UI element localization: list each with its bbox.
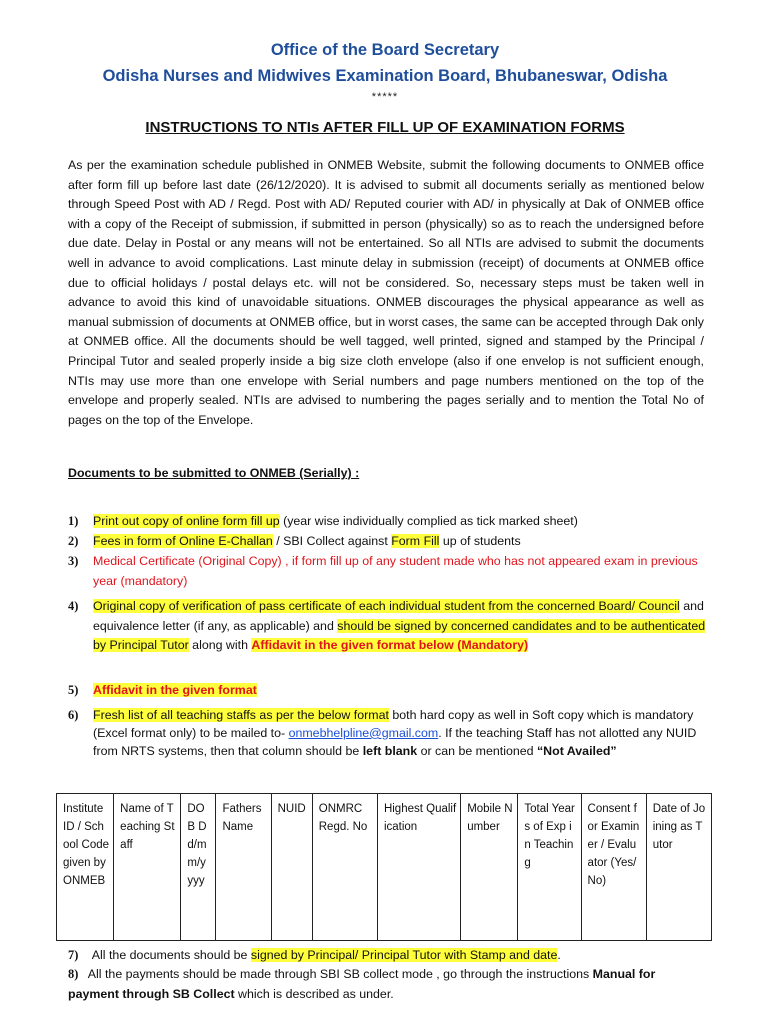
list-item bbox=[68, 597, 708, 656]
teaching-staff-table bbox=[56, 793, 712, 941]
document-title: INSTRUCTIONS TO NTIs AFTER FILL UP OF EXAMINATION FORMS bbox=[145, 119, 625, 136]
item-text: (year wise individually complied as tick marked sheet) bbox=[279, 514, 578, 528]
item-highlight-red: Affidavit in the given format bbox=[93, 683, 257, 697]
table-header-cell: Name of Teaching Staff bbox=[114, 794, 181, 941]
item-number: 1) bbox=[68, 514, 79, 528]
table-header-cell: Date of Joining as Tutor bbox=[646, 794, 711, 941]
item-number: 2) bbox=[68, 534, 79, 548]
list-item bbox=[68, 512, 708, 532]
intro-paragraph: As per the examination schedule published in ONMEB Website, submit the following documents to ONMEB office after form fill up before last date (26/12/2020). It is advised to submit all documents serially as mentioned below through Speed Post with AD / Regd. Post with AD/ Reputed courier with AD/ in physically at Dak of ONMEB office with a copy of the Receipt of submission, if submitted in person (physically) so as to reach the undersigned before due date. Delay in Postal or any means will not be entertained. So all NTIs are advised to submit the documents well in advance to avoid complications. Last minute delay in submission (receipt) of documents at ONMEB office due to official holidays / postal delays etc. will not be considered. So, necessary steps must be taken well in advance to avoid this kind of unavoidable situations. ONMEB discourages the physical appearance as well as manual submission of documents at ONMEB office, but in worst cases, the same can be accepted through Dak only at ONMEB office. All the documents should be well tagged, well printed, signed and stamped by the Principal / Principal Tutor and sealed properly inside a big size cloth envelope (also if one envelop is not sufficient enough, NTIs may use more than one envelope with Serial numbers and page numbers mentioned on the top of the envelope and properly sealed. NTIs are advised to numbering the pages serially and to mention the Total No of pages on the top of the Envelope. bbox=[68, 158, 704, 427]
item-text: which is described as under. bbox=[234, 986, 394, 1001]
item-text: both hard copy as well in Soft copy which is mandatory (Excel format only) to be mailed to- bbox=[93, 708, 694, 740]
item-number: 5) bbox=[68, 683, 79, 697]
item-text: along with bbox=[188, 638, 252, 653]
item-text: All the payments should be made through SBI SB collect mode , go through the instructions bbox=[87, 967, 593, 981]
item-text: Medical Certificate (Original Copy) , if form fill up of any student made who has not appeared exam in previous year (mandatory) bbox=[93, 554, 698, 588]
documents-heading: Documents to be submitted to ONMEB (Serially) : bbox=[68, 466, 360, 480]
table-header-cell: Highest Qualification bbox=[377, 794, 460, 941]
list-item bbox=[68, 552, 708, 591]
item-number: 3) bbox=[68, 554, 79, 568]
item-highlight-red: Affidavit in the given format below (Mandatory) bbox=[251, 638, 529, 653]
item-text: / SBI Collect against bbox=[272, 534, 392, 548]
table-header-cell: Total Years of Exp in Teaching bbox=[518, 794, 581, 941]
item-text: or can be mentioned bbox=[417, 743, 537, 758]
item-number: 4) bbox=[68, 599, 79, 613]
footer-item bbox=[68, 946, 708, 966]
list-item bbox=[68, 532, 708, 552]
stars-divider: ***** bbox=[371, 91, 399, 103]
item-highlight: Form Fill bbox=[391, 534, 440, 548]
table-header-row bbox=[57, 794, 712, 941]
table-header-cell: Fathers Name bbox=[216, 794, 271, 941]
office-title: Office of the Board Secretary bbox=[270, 41, 500, 59]
footer-item bbox=[68, 965, 708, 1004]
table-header-cell: ONMRC Regd. No bbox=[312, 794, 377, 941]
list-item bbox=[68, 707, 708, 760]
item-text: . bbox=[557, 948, 561, 962]
item-bold: left blank bbox=[362, 743, 418, 758]
item-highlight: signed by Principal/ Principal Tutor with Stamp and date bbox=[250, 948, 558, 962]
item-text: . If the teaching Staff has not allotted any NUID from NRTS systems, then that column should be bbox=[93, 725, 697, 758]
item-number: 7) bbox=[68, 948, 79, 962]
item-text: and equivalence letter (if any, as applicable) and bbox=[93, 599, 704, 633]
table-header-cell: Institute ID / School Code given by ONMEB bbox=[57, 794, 114, 941]
board-title: Odisha Nurses and Midwives Examination Board, Bhubaneswar, Odisha bbox=[102, 67, 668, 85]
item-highlight: Fresh list of all teaching staffs as per the below format bbox=[93, 708, 389, 722]
item-bold: “Not Availed” bbox=[536, 743, 617, 758]
table-header-cell: Mobile Number bbox=[461, 794, 518, 941]
item-text: All the documents should be bbox=[91, 948, 251, 962]
list-item bbox=[68, 681, 708, 701]
item-text: up of students bbox=[439, 534, 521, 548]
table-header-cell: DOB Dd/mm/yyyy bbox=[181, 794, 216, 941]
helpline-email-link[interactable]: onmebhelpline@gmail.com bbox=[288, 725, 439, 740]
item-highlight: should be signed by concerned candidates and to be authenticated by Principal Tutor bbox=[93, 618, 706, 653]
table-header-cell: NUID bbox=[271, 794, 312, 941]
item-highlight: Fees in form of Online E-Challan bbox=[93, 534, 273, 548]
table-header-cell: Consent for Examiner / Evaluator (Yes/No) bbox=[581, 794, 646, 941]
item-number: 6) bbox=[68, 708, 79, 722]
item-highlight: Print out copy of online form fill up bbox=[93, 514, 280, 528]
item-highlight: Original copy of verification of pass certificate of each individual student from the concerned Board/ Council bbox=[93, 599, 680, 613]
item-bold: Manual for payment through SB Collect bbox=[68, 967, 656, 1001]
item-number: 8) bbox=[68, 967, 79, 981]
